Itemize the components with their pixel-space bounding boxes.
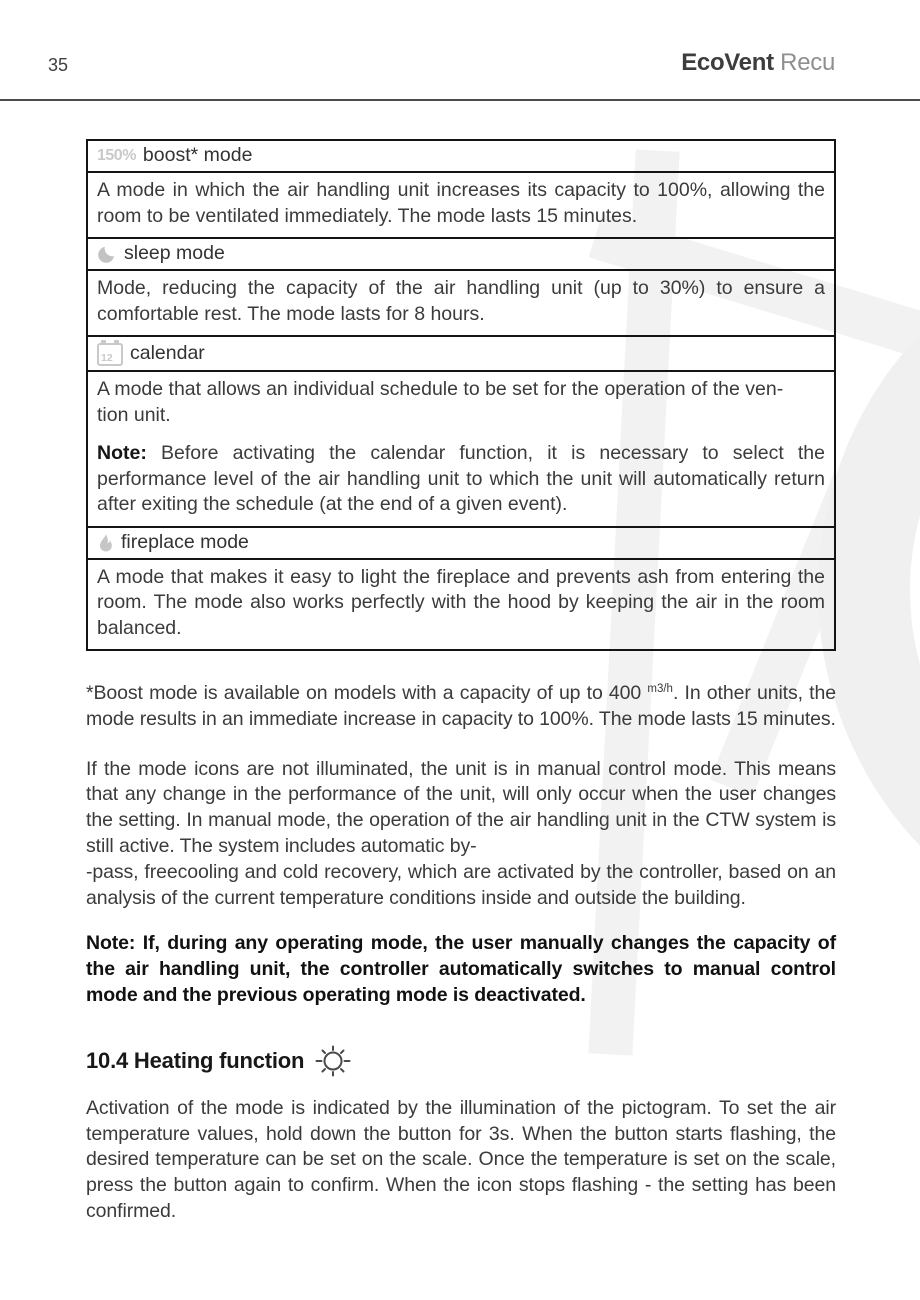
manual-mode-paragraph xyxy=(86,757,836,912)
moon-icon xyxy=(97,244,117,264)
boost-footnote-paragraph xyxy=(86,677,836,733)
boost-footnote-text-cont: . In other units, the mode results in an immediate increase in capacity to 100%. The mode lasts 15 minutes. xyxy=(86,682,836,730)
section-heading xyxy=(86,1041,836,1081)
calendar-description-line1: A mode that allows an individual schedule to be set for the operation of the ven- xyxy=(97,378,784,400)
manual-mode-text-part2: -pass, freecooling and cold recovery, which are activated by the controller, based on an analysis of the current temperature conditions inside and outside the building. xyxy=(86,860,836,909)
section-heading-title: 10.4 Heating function xyxy=(86,1047,305,1073)
header-rule xyxy=(0,99,920,101)
boost-description: A mode in which the air handling unit increases its capacity to 100%, allowing the room to be ventilated immediately. The mode lasts 15 minutes. xyxy=(97,179,825,227)
table-row-boost-desc xyxy=(88,171,834,237)
modes-table xyxy=(86,139,836,651)
calendar-day-number: 12 xyxy=(101,352,113,364)
table-row-sleep-desc xyxy=(88,269,834,335)
boost-150-icon: 150% xyxy=(97,146,136,164)
calendar-note-label: Note: xyxy=(97,442,147,464)
calendar-note-text: Before activating the calendar function, it is necessary to select the performance level of the air handling unit to which the unit will automatically return after exiting the schedule (at the end of a given event). xyxy=(97,442,825,515)
manual-mode-text-part1: If the mode icons are not illuminated, the unit is in manual control mode. This means that any change in the performance of the unit, will only occur when the user changes the setting. In manual mode, the operation of the air handling unit in the CTW system is still active. The system includes automatic by- xyxy=(86,757,836,857)
fireplace-description: A mode that makes it easy to light the fireplace and prevents ash from entering the room. The mode also works perfectly with the hood by keeping the air in the room balanced. xyxy=(97,565,825,639)
mode-label-sleep: sleep mode xyxy=(124,242,225,264)
sun-icon xyxy=(313,1041,353,1081)
calendar-ring xyxy=(101,340,106,345)
calendar-description-line2: tion unit. xyxy=(97,403,171,426)
sleep-description: Mode, reducing the capacity of the air handling unit (up to 30%) to ensure a comfortable rest. The mode lasts for 8 hours. xyxy=(97,277,825,325)
calendar-note xyxy=(97,441,825,518)
table-row-fireplace-desc xyxy=(88,558,834,650)
table-row-calendar-desc xyxy=(88,370,834,526)
page-number: 35 xyxy=(48,55,69,75)
mode-label-fireplace: fireplace mode xyxy=(121,530,249,553)
page-content xyxy=(86,139,836,1225)
brand-primary: EcoVent xyxy=(681,49,774,76)
table-row-calendar-header xyxy=(88,335,834,370)
boost-footnote-text: *Boost mode is available on models with a capacity of up to 400 xyxy=(86,682,648,704)
mode-label-calendar: calendar xyxy=(130,341,205,364)
bold-note-paragraph: Note: If, during any operating mode, the user manually changes the capacity of the air handling unit, the controller automatically switches to manual control mode and the previous operating mode is deactivated. xyxy=(86,932,836,1006)
table-row-boost-header xyxy=(88,141,834,171)
table-row-fireplace-header xyxy=(88,526,834,558)
flame-icon xyxy=(97,531,114,553)
brand-secondary: Recu xyxy=(780,49,835,76)
calendar-description xyxy=(97,377,825,428)
table-row-sleep-header xyxy=(88,237,834,269)
calendar-icon xyxy=(97,343,123,366)
mode-label-boost: boost* mode xyxy=(142,144,253,166)
brand-logo xyxy=(681,49,835,77)
unit-superscript: m3/h xyxy=(647,683,673,695)
heating-function-paragraph: Activation of the mode is indicated by the illumination of the pictogram. To set the air temperature values, hold down the button for 3s. When the button starts flashing, the desired temperature can be set on the scale. Once the temperature is set on the scale, press the button again to confirm. When the icon stops flashing - the setting has been confirmed. xyxy=(86,1096,836,1222)
calendar-ring xyxy=(114,340,119,345)
